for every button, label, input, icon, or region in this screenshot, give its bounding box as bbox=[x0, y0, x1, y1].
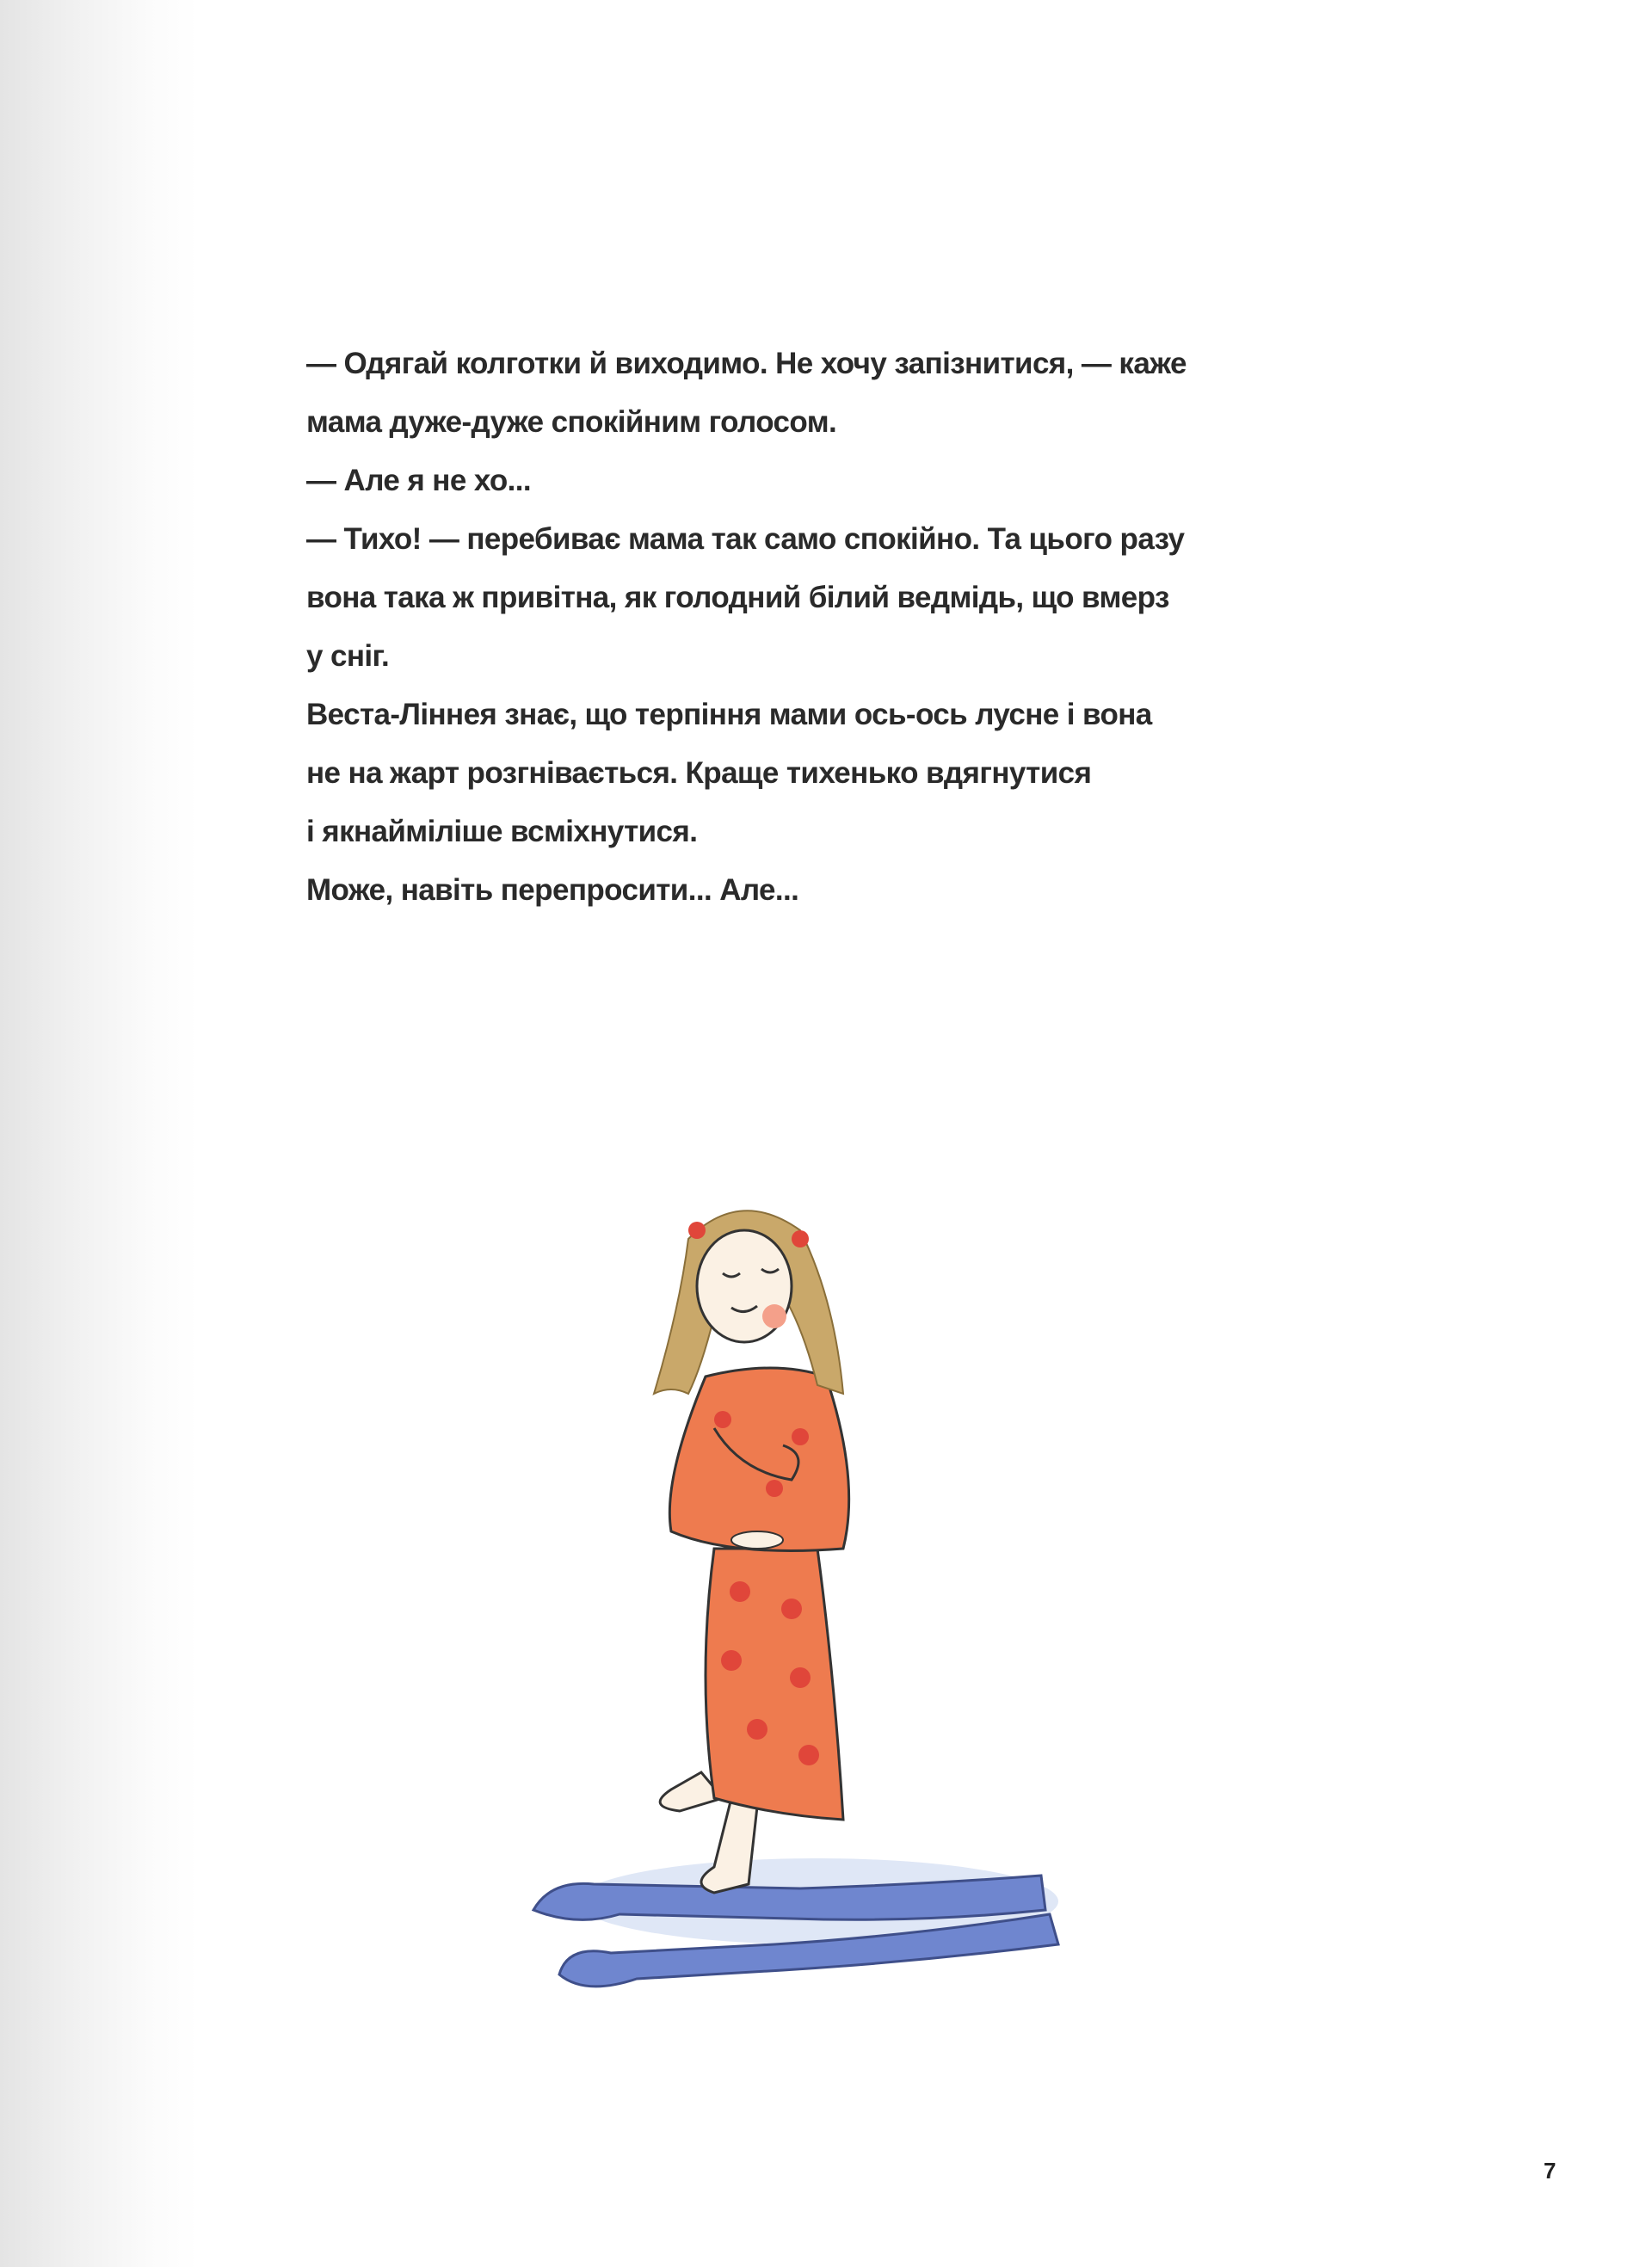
book-gutter-shadow bbox=[0, 0, 198, 2267]
text-line: і якнайміліше всміхнутися. bbox=[306, 815, 698, 848]
pajama-top bbox=[669, 1368, 848, 1551]
text-line: Веста-Ліннея знає, що терпіння мами ось-ось лусне і вона bbox=[306, 698, 1152, 731]
hair-bow bbox=[792, 1230, 809, 1247]
text-line: — Але я не хо... bbox=[306, 464, 531, 497]
text-line: мама дуже-дуже спокійним голосом. bbox=[306, 405, 837, 439]
pajama-pants bbox=[706, 1549, 843, 1820]
text-line: у сніг. bbox=[306, 639, 390, 673]
text-line: — Тихо! — перебиває мама так само спокійно. Та цього разу bbox=[306, 522, 1185, 556]
belly bbox=[731, 1531, 783, 1549]
girl-illustration bbox=[516, 1196, 1119, 2022]
text-line: вона така ж привітна, як голодний білий ведмідь, що вмерз bbox=[306, 581, 1169, 614]
text-line: Може, навіть перепросити... Але... bbox=[306, 873, 799, 907]
cheek bbox=[762, 1304, 786, 1328]
hair-bow bbox=[688, 1222, 706, 1239]
text-line: не на жарт розгнівається. Краще тихенько вдягнутися bbox=[306, 756, 1092, 790]
story-text bbox=[306, 341, 1382, 926]
text-line: — Одягай колготки й виходимо. Не хочу запізнитися, — каже bbox=[306, 347, 1187, 380]
page-number: 7 bbox=[1544, 2158, 1556, 2184]
